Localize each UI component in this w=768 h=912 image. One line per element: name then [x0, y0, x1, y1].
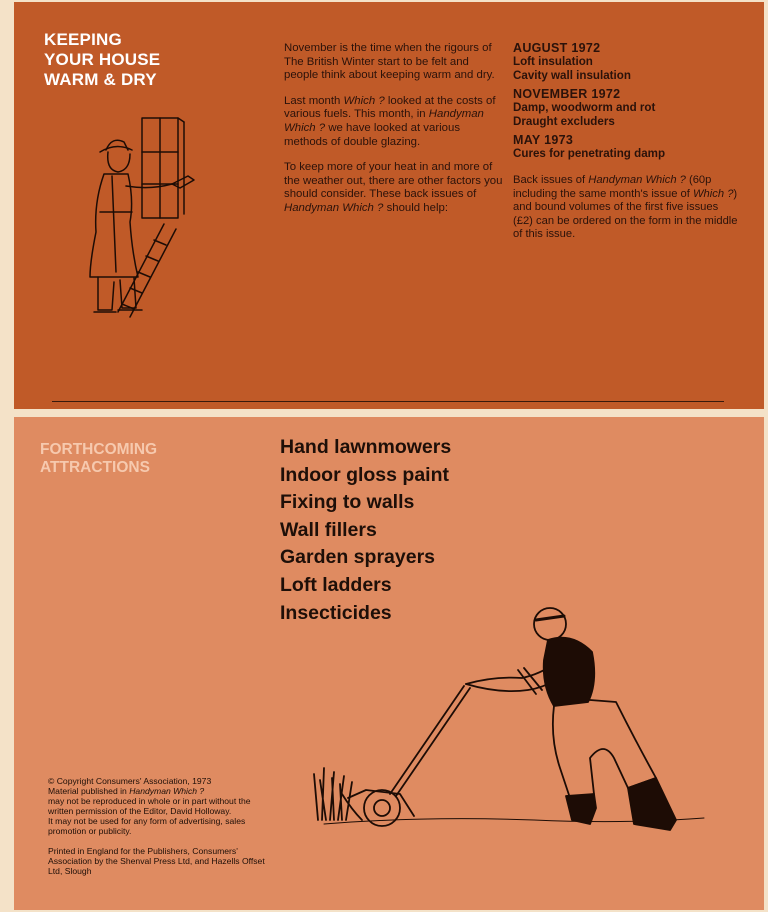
issue-topic: Loft insulation [513, 55, 593, 68]
issue-date: MAY 1973 [513, 133, 574, 147]
text-run: may not be reproduced in whole or in part without the written permission of the Editor, David Holloway. [48, 796, 251, 816]
text-run-italic: Handyman Which ? [284, 108, 484, 134]
text-run: should help: [383, 201, 449, 214]
text-run-italic: Handyman Which ? [588, 174, 686, 186]
keeping-warm-title [44, 30, 214, 90]
back-issues-list [513, 41, 743, 242]
intro-paragraph: November is the time when the rigours of The British Winter start to be felt and people think about keeping warm and dry. [284, 42, 495, 82]
text-run-italic: Which ? [693, 187, 734, 200]
title-line: FORTHCOMING [40, 441, 158, 458]
printer-credit: Printed in England for the Publishers, Consumers' Association by the Shenval Press Ltd, and Hazells Offset Ltd, Slough [48, 846, 265, 876]
text-run: Back issues of [513, 174, 589, 186]
copyright-paragraph [48, 776, 278, 836]
issue-entry [513, 41, 743, 83]
title-line: ATTRACTIONS [40, 459, 150, 476]
text-run-italic: Which ? [343, 94, 385, 107]
intro-paragraph [284, 161, 506, 215]
issue-topic: Draught excluders [513, 115, 615, 128]
forthcoming-title [40, 441, 220, 477]
forthcoming-item: Fixing to walls [280, 491, 415, 514]
title-line: WARM & DRY [44, 70, 157, 89]
text-run: we have looked at various methods of double glazing. [284, 121, 461, 148]
forthcoming-item: Loft ladders [280, 573, 392, 596]
issue-topic: Cures for penetrating damp [513, 147, 666, 160]
text-run: Material published in [48, 786, 130, 796]
intro-text [284, 42, 506, 228]
man-mowing-illustration [304, 598, 724, 838]
forthcoming-item: Insecticides [280, 601, 392, 624]
text-run-italic: Handyman Which ? [129, 786, 205, 796]
issue-date: AUGUST 1972 [513, 41, 601, 55]
title-line: YOUR HOUSE [44, 50, 161, 69]
text-run: ) and bound volumes of the first five issues (£2) can be ordered on the form in the middle of this issue. [513, 187, 738, 241]
forthcoming-item: Garden sprayers [280, 546, 436, 569]
divider-rule [52, 401, 724, 402]
issue-entry [513, 87, 743, 129]
back-issues-note [513, 174, 738, 242]
issue-topic: Cavity wall insulation [513, 69, 631, 82]
issue-topic: Damp, woodworm and rot [513, 101, 656, 114]
text-run: To keep more of your heat in and more of the weather out, there are other factors you should consider. These back issues of [284, 161, 503, 201]
text-run-italic: Handyman Which ? [284, 201, 384, 214]
forthcoming-item: Hand lawnmowers [280, 436, 452, 458]
issue-entry [513, 133, 743, 161]
issue-date: NOVEMBER 1972 [513, 87, 621, 101]
text-run: looked at the costs of various fuels. This month, in [284, 94, 496, 121]
intro-paragraph [284, 95, 506, 149]
copyright-notice [48, 776, 278, 886]
text-run: © Copyright Consumers' Association, 1973 [48, 776, 212, 786]
forthcoming-item: Indoor gloss paint [280, 463, 449, 486]
text-run: (60p including the same month's issue of [513, 174, 712, 200]
forthcoming-item: Wall fillers [280, 518, 377, 541]
text-run: It may not be used for any form of advertising, sales promotion or publicity. [48, 816, 246, 836]
man-on-ladder-illustration [60, 112, 210, 327]
title-line: KEEPING [44, 30, 122, 49]
text-run: Last month [284, 94, 344, 107]
